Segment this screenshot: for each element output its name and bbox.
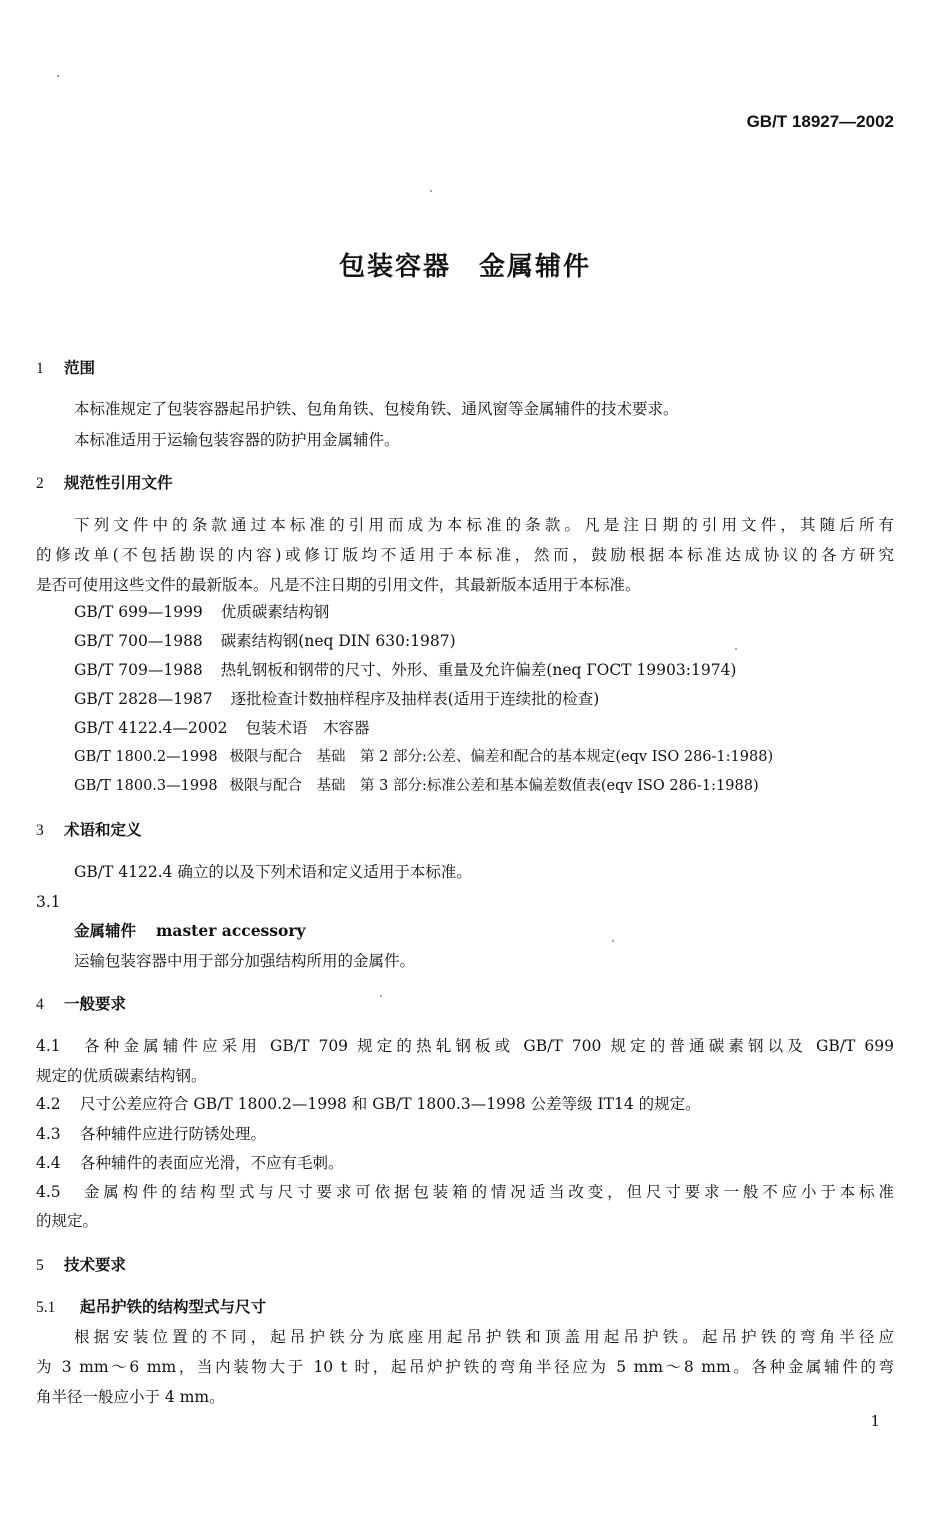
reference-item xyxy=(74,660,736,680)
paragraph-line: 为 3 mm～6 mm，当内装物大于 10 t 时，起吊炉护铁的弯角半径应为 5 mm～8 mm。各种金属辅件的弯 xyxy=(36,1358,894,1376)
scan-speck xyxy=(380,995,382,997)
section-title: 范围 xyxy=(64,359,96,377)
reference-title: 极限与配合 基础 第 3 部分:标准公差和基本偏差数值表(eqv ISO 286-1:1988) xyxy=(229,778,759,794)
document-title: 包装容器 金属辅件 xyxy=(338,252,591,282)
clause-text: 各种金属辅件应采用 GB/T 709 规定的热轧钢板或 GB/T 700 规定的普通碳素钢以及 GB/T 699 xyxy=(80,1037,894,1055)
reference-code: GB/T 709—1988 xyxy=(74,661,203,679)
clause-text: 尺寸公差应符合 GB/T 1800.2—1998 和 GB/T 1800.3—1998 公差等级 IT14 的规定。 xyxy=(80,1095,701,1113)
paragraph-line: 角半径一般应小于 4 mm。 xyxy=(36,1388,225,1406)
section-2-heading xyxy=(36,473,173,494)
section-title: 规范性引用文件 xyxy=(64,474,173,492)
clause-continuation: 规定的优质碳素结构钢。 xyxy=(36,1067,207,1085)
paragraph-line: 根据安装位置的不同，起吊护铁分为底座用起吊护铁和顶盖用起吊护铁。起吊护铁的弯角半径应 xyxy=(74,1328,894,1346)
reference-item xyxy=(74,631,456,651)
paragraph-line: 是否可使用这些文件的最新版本。凡是不注日期的引用文件，其最新版本适用于本标准。 xyxy=(36,576,641,594)
clause-number: 3.1 xyxy=(36,893,61,911)
paragraph: 本标准规定了包装容器起吊护铁、包角角铁、包棱角铁、通风窗等金属辅件的技术要求。 xyxy=(74,400,679,418)
paragraph-line: 下列文件中的条款通过本标准的引用而成为本标准的条款。凡是注日期的引用文件，其随后所有 xyxy=(74,516,894,534)
term-english: master accessory xyxy=(156,921,306,940)
reference-item xyxy=(74,689,599,709)
reference-item xyxy=(74,718,369,738)
clause-continuation: 的规定。 xyxy=(36,1212,99,1230)
reference-title: 碳素结构钢(neq DIN 630:1987) xyxy=(220,632,456,650)
section-5-heading xyxy=(36,1255,126,1276)
clause-line xyxy=(36,1036,894,1056)
section-number: 5 xyxy=(36,1257,44,1274)
scan-speck xyxy=(430,190,432,192)
clause-number: 4.2 xyxy=(36,1095,61,1113)
clause-text: 金属构件的结构型式与尺寸要求可依据包装箱的情况适当改变，但尺寸要求一般不应小于本标准 xyxy=(80,1183,894,1201)
section-title: 技术要求 xyxy=(64,1256,127,1274)
reference-title: 热轧钢板和钢带的尺寸、外形、重量及允许偏差(neq ГОСТ 19903:1974) xyxy=(220,661,737,679)
section-1-heading xyxy=(36,358,95,379)
scan-speck xyxy=(612,940,614,942)
section-number: 4 xyxy=(36,996,44,1013)
subsection-title: 起吊护铁的结构型式与尺寸 xyxy=(80,1298,267,1316)
section-4-heading xyxy=(36,994,126,1015)
clause-number: 4.4 xyxy=(36,1154,61,1172)
reference-code: GB/T 4122.4—2002 xyxy=(74,719,228,737)
clause-number: 4.1 xyxy=(36,1037,61,1055)
term-entry xyxy=(74,921,306,941)
reference-code: GB/T 1800.2—1998 xyxy=(74,749,218,765)
paragraph: 本标准适用于运输包装容器的防护用金属辅件。 xyxy=(74,431,400,449)
reference-title: 逐批检查计数抽样程序及抽样表(适用于连续批的检查) xyxy=(230,690,600,708)
reference-title: 包装术语 木容器 xyxy=(245,719,370,737)
section-title: 一般要求 xyxy=(64,995,127,1013)
section-3-heading xyxy=(36,820,142,841)
paragraph: GB/T 4122.4 确立的以及下列术语和定义适用于本标准。 xyxy=(74,863,472,881)
section-title: 术语和定义 xyxy=(64,821,142,839)
subsection-5-1-heading xyxy=(36,1297,266,1318)
clause-number: 4.5 xyxy=(36,1183,61,1201)
scan-speck xyxy=(735,648,737,650)
reference-item xyxy=(74,776,759,796)
reference-item xyxy=(74,747,773,767)
section-number: 1 xyxy=(36,360,44,377)
clause-line xyxy=(36,1153,344,1173)
standard-code: GB/T 18927—2002 xyxy=(746,112,894,131)
scan-speck xyxy=(57,75,59,77)
reference-title: 极限与配合 基础 第 2 部分:公差、偏差和配合的基本规定(eqv ISO 286-1:1988) xyxy=(229,749,774,765)
reference-code: GB/T 2828—1987 xyxy=(74,690,213,708)
term-definition: 运输包装容器中用于部分加强结构所用的金属件。 xyxy=(74,952,416,970)
paragraph-line: 的修改单(不包括勘误的内容)或修订版均不适用于本标准，然而，鼓励根据本标准达成协议的各方研究 xyxy=(36,546,894,564)
page-number: 1 xyxy=(870,1412,880,1430)
reference-code: GB/T 699—1999 xyxy=(74,603,203,621)
clause-line xyxy=(36,1182,894,1202)
clause-line xyxy=(36,1094,701,1114)
clause-number: 4.3 xyxy=(36,1125,61,1143)
clause-line xyxy=(36,1124,266,1144)
reference-title: 优质碳素结构钢 xyxy=(220,603,330,621)
reference-item xyxy=(74,602,329,622)
term-chinese: 金属辅件 xyxy=(74,922,137,940)
reference-code: GB/T 700—1988 xyxy=(74,632,203,650)
clause-text: 各种辅件的表面应光滑，不应有毛刺。 xyxy=(80,1154,344,1172)
reference-code: GB/T 1800.3—1998 xyxy=(74,778,218,794)
clause-text: 各种辅件应进行防锈处理。 xyxy=(80,1125,267,1143)
section-number: 2 xyxy=(36,475,44,492)
section-number: 3 xyxy=(36,822,44,839)
subsection-number: 5.1 xyxy=(36,1299,56,1316)
